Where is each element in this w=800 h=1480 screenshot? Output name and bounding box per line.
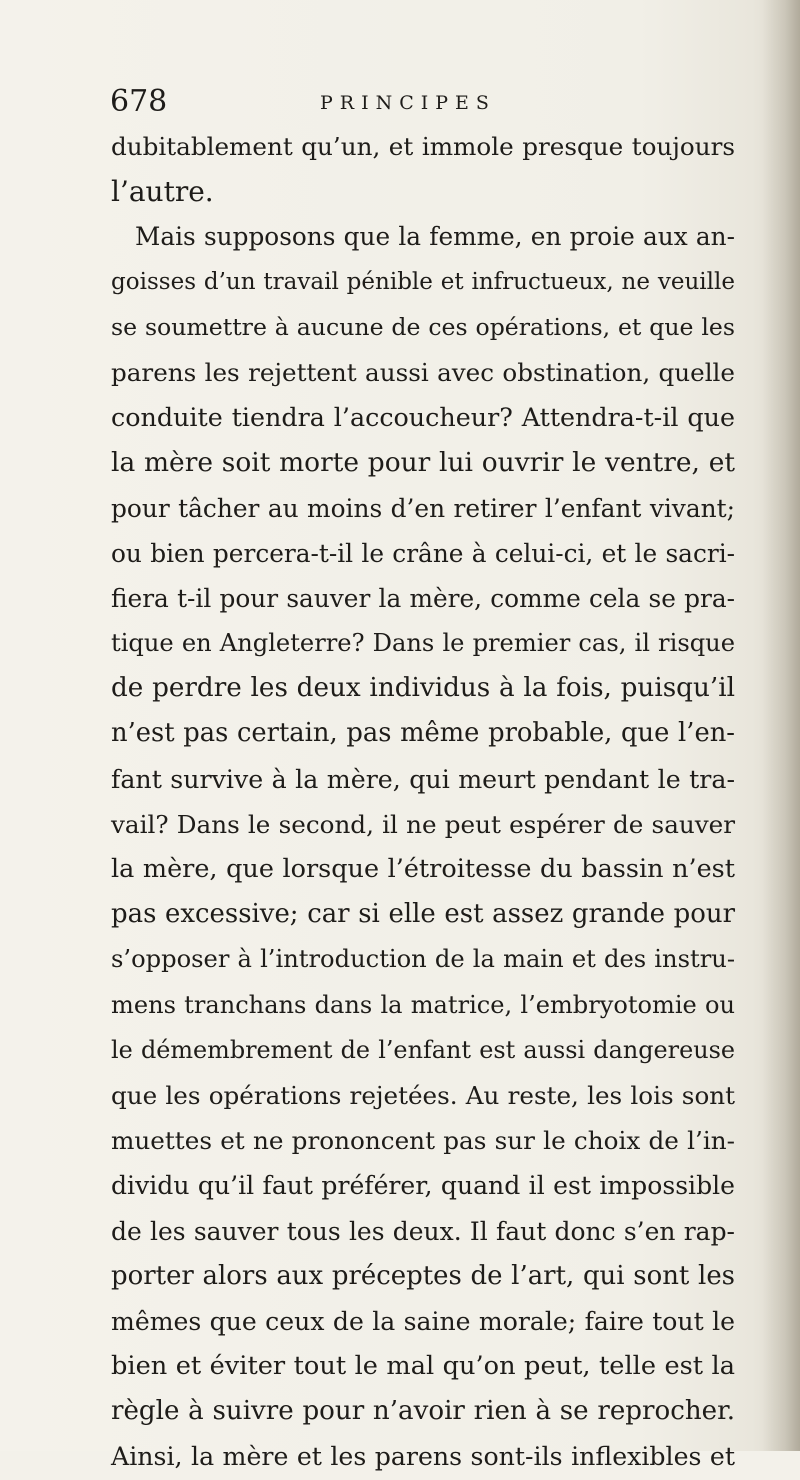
text-line: conduite tiendra l’accoucheur? Attendra-t-il que (111, 402, 735, 433)
text-line: la mère, que lorsque l’étroitesse du bassin n’est (111, 854, 735, 884)
text-line: Mais supposons que la femme, en proie aux an- (135, 222, 735, 252)
page-edge-shadow (762, 0, 800, 1451)
text-line: ou bien percera-t-il le crâne à celui-ci, et le sacri- (111, 538, 735, 568)
text-line: goisses d’un travail pénible et infructueux, ne veuille (111, 268, 735, 295)
running-head: PRINCIPES (320, 92, 496, 114)
text-line: muettes et ne prononcent pas sur le choix de l’in- (111, 1126, 735, 1156)
text-line: pas excessive; car si elle est assez grande pour (111, 899, 735, 930)
text-line: vail? Dans le second, il ne peut espérer de sauver (111, 809, 735, 839)
text-line: de les sauver tous les deux. Il faut donc s’en rap- (111, 1216, 735, 1246)
text-line: mens tranchans dans la matrice, l’embryotomie ou (111, 990, 735, 1019)
text-line: que les opérations rejetées. Au reste, les lois sont (111, 1080, 735, 1110)
text-line: règle à suivre pour n’avoir rien à se reprocher. (111, 1396, 735, 1427)
text-line: Ainsi, la mère et les parens sont-ils inflexibles et (111, 1442, 735, 1472)
text-line: dubitablement qu’un, et immole presque toujours (111, 132, 735, 161)
page-header (110, 82, 730, 122)
text-line: porter alors aux préceptes de l’art, qui sont les (111, 1260, 735, 1291)
text-line: fiera t-il pour sauver la mère, comme cela se pra- (111, 583, 735, 613)
text-line: pour tâcher au moins d’en retirer l’enfant vivant; (111, 493, 735, 523)
text-line: mêmes que ceux de la saine morale; faire tout le (111, 1306, 735, 1336)
text-line: tique en Angleterre? Dans le premier cas, il risque (111, 629, 735, 658)
text-line: dividu qu’il faut préférer, quand il est impossible (111, 1171, 735, 1201)
text-line: la mère soit morte pour lui ouvrir le ventre, et (111, 447, 735, 479)
text-line: s’opposer à l’introduction de la main et des instru- (111, 945, 735, 974)
page-number: 678 (110, 84, 168, 119)
text-line: se soumettre à aucune de ces opérations, et que les (111, 312, 735, 341)
text-line: fant survive à la mère, qui meurt pendant le tra- (111, 764, 735, 794)
body-text (111, 124, 735, 1480)
text-line: parens les rejettent aussi avec obstination, quelle (111, 357, 735, 387)
text-line: l’autre. (111, 175, 214, 209)
text-line: n’est pas certain, pas même probable, que l’en- (111, 718, 735, 749)
text-line: de perdre les deux individus à la fois, puisqu’il (111, 673, 735, 704)
text-line: le démembrement de l’enfant est aussi dangereuse (111, 1035, 735, 1064)
text-line: bien et éviter tout le mal qu’on peut, telle est la (111, 1351, 735, 1382)
